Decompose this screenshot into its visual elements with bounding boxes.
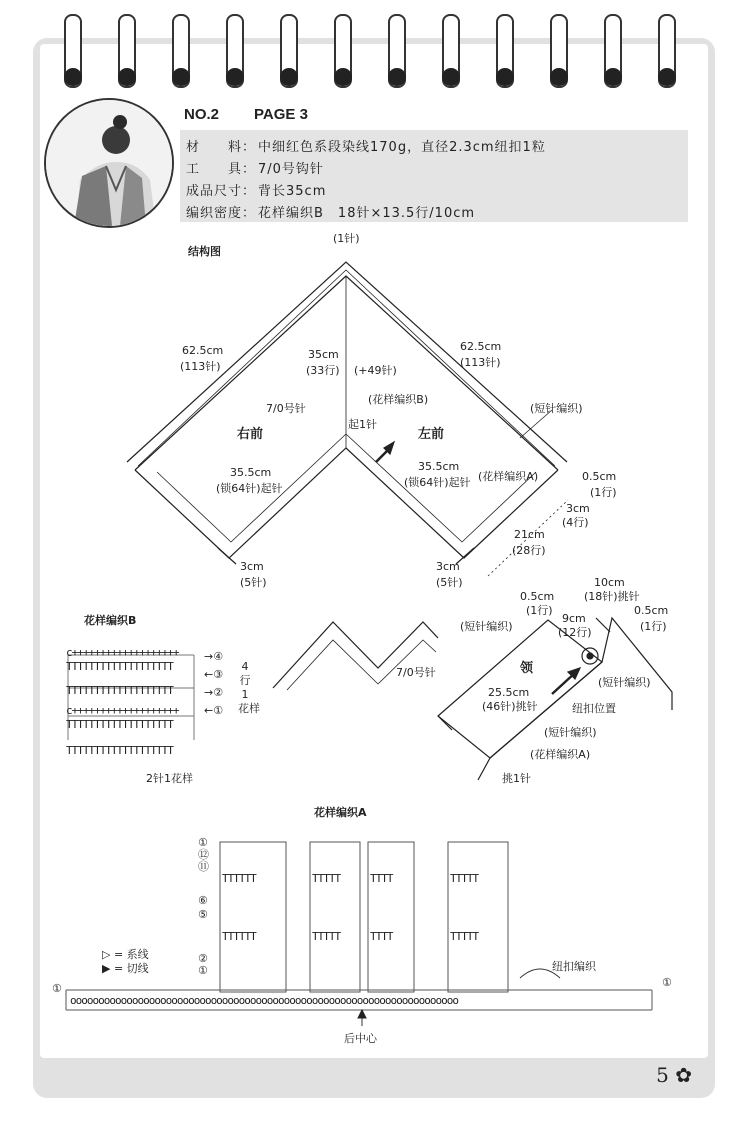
spec-tools: 工 具： 7/0号钩针	[186, 162, 324, 177]
structure-title: 结构图	[188, 245, 221, 258]
pattern-a-row-12: ⑫	[198, 848, 209, 861]
page-label: PAGE 3	[254, 106, 308, 123]
pattern-b-repeat: 4 行 1 花样	[238, 660, 260, 715]
legend-tie-yarn: ▷ = 系线	[102, 948, 149, 961]
pattern-a-row-6: ⑥	[198, 894, 208, 907]
spec-gauge: 编织密度： 花样编织B 18针×13.5行/10cm	[186, 206, 476, 221]
foot-left-stitches: (5针)	[240, 576, 267, 589]
pattern-a-row-11: ⑪	[198, 860, 209, 873]
legend-cut-yarn: ▶ = 切线	[102, 962, 149, 975]
pattern-b-row: c+++++++++++++++++++	[66, 646, 179, 659]
right-front-label: 右前	[237, 427, 264, 442]
pattern-a-block: TTTT	[370, 930, 393, 943]
bottom-left-stitches: (锁64针)起针	[216, 482, 283, 495]
pattern-a-row-2: ②	[198, 952, 208, 965]
edge2-length: 3cm	[566, 502, 590, 515]
collar-e2-length: 0.5cm	[634, 604, 669, 617]
pattern-a-row-1: ①	[198, 964, 208, 977]
button-dot	[587, 653, 593, 659]
structure-inner-edge	[157, 434, 539, 542]
left-front-label: 左前	[418, 427, 445, 442]
flower-icon: ✿	[675, 1063, 692, 1087]
button-position: 纽扣位置	[572, 702, 616, 715]
collar-e1-length: 0.5cm	[520, 590, 555, 603]
pattern-b-footer: 2针1花样	[146, 772, 193, 785]
structure-lower-edge	[135, 448, 558, 558]
start-stitch: 起1针	[348, 418, 377, 431]
pattern-a-block: TTTTT	[312, 930, 341, 943]
top-stitch: (1针)	[333, 232, 360, 245]
hook-label: 7/0号针	[266, 402, 306, 415]
bottom-right-stitches: (锁64针)起针	[404, 476, 471, 489]
pattern-b-row: c+++++++++++++++++++	[66, 704, 179, 717]
back-center-label: 后中心	[344, 1032, 377, 1045]
collar-width-stitches: (18针)挑针	[584, 590, 640, 603]
collar-short-3: (短针编织)	[544, 726, 597, 739]
pattern-number: NO.2	[184, 106, 220, 123]
pattern-b-row: TTTTTTTTTTTTTTTTTTT	[66, 718, 173, 731]
short-stitch-label: (短针编织)	[530, 402, 583, 415]
pattern-b-label: (花样编织B)	[368, 393, 429, 406]
collar-pick-length: 25.5cm	[488, 686, 530, 699]
structure-edge-border	[135, 276, 558, 470]
right-length: 62.5cm	[460, 340, 502, 353]
collar-short-1: (短针编织)	[460, 620, 513, 633]
pattern-b-row-1: ←①	[204, 704, 224, 717]
pattern-a-left-mark: ①	[52, 982, 62, 995]
collar-edge	[438, 716, 452, 730]
pattern-a-block: TTTTT	[450, 872, 479, 885]
center-increase: (+49针)	[354, 364, 397, 377]
collar-mid-rows: (12行)	[558, 626, 592, 639]
pattern-a-block: TTTT	[370, 872, 393, 885]
left-stitches: (113针)	[180, 360, 221, 373]
pattern-a-row-5: ⑤	[198, 908, 208, 921]
foot-right-length: 3cm	[436, 560, 460, 573]
pattern-a-block: TTTTT	[450, 930, 479, 943]
bottom-left-length: 35.5cm	[230, 466, 272, 479]
pattern-b-row: TTTTTTTTTTTTTTTTTTT	[66, 684, 173, 697]
foot-right-stitches: (5针)	[436, 576, 463, 589]
spec-materials: 材 料： 中细红色系段染线170g，直径2.3cm纽扣1粒	[186, 140, 546, 155]
pattern-b-row: TTTTTTTTTTTTTTTTTTT	[66, 744, 173, 757]
pattern-b-row: TTTTTTTTTTTTTTTTTTT	[66, 660, 173, 673]
foot-left-length: 3cm	[240, 560, 264, 573]
bottom-right-length: 35.5cm	[418, 460, 460, 473]
button-knit-label: 纽扣编织	[552, 960, 596, 973]
collar-e1-rows: (1行)	[526, 604, 553, 617]
pattern-a-block: TTTTTT	[222, 930, 256, 943]
edge1-rows: (1行)	[590, 486, 617, 499]
center-rows: (33行)	[306, 364, 340, 377]
side-length: 21cm	[514, 528, 545, 541]
pattern-b-row-2: →②	[204, 686, 224, 699]
pattern-a-block: TTTTT	[312, 872, 341, 885]
edge2-rows: (4行)	[562, 516, 589, 529]
pattern-b-row-3: ←③	[204, 668, 224, 681]
collar-neck-label: 领	[520, 661, 534, 676]
pattern-b-row-4: →④	[204, 650, 224, 663]
collar-hook: 7/0号针	[396, 666, 436, 679]
pattern-a-right-mark: ①	[662, 976, 672, 989]
side-rows: (28行)	[512, 544, 546, 557]
collar-pick-stitches: (46针)挑针	[482, 700, 538, 713]
center-length: 35cm	[308, 348, 339, 361]
spec-size: 成品尺寸： 背长35cm	[186, 184, 327, 199]
pattern-a-title: 花样编织A	[314, 806, 367, 819]
collar-width: 10cm	[594, 576, 625, 589]
collar-top	[596, 618, 610, 632]
pattern-b-title: 花样编织B	[84, 614, 137, 627]
pattern-a-block: TTTTTT	[222, 872, 256, 885]
collar-mid-length: 9cm	[562, 612, 586, 625]
page-number: 5 ✿	[656, 1063, 692, 1087]
collar-pattern-a: (花样编织A)	[530, 748, 591, 761]
right-stitches: (113针)	[460, 356, 501, 369]
pattern-a-label: (花样编织A)	[478, 470, 539, 483]
foot-left	[218, 548, 236, 564]
collar-pick-one: 挑1针	[502, 772, 531, 785]
pattern-a-row-1-top: ①	[198, 836, 208, 849]
collar-e2-rows: (1行)	[640, 620, 667, 633]
pattern-a-base-row: ooooooooooooooooooooooooooooooooooooooooooooooooooooooooooooooooooooo	[70, 994, 458, 1007]
edge1-length: 0.5cm	[582, 470, 617, 483]
left-length: 62.5cm	[182, 344, 224, 357]
collar-short-2: (短针编织)	[598, 676, 651, 689]
